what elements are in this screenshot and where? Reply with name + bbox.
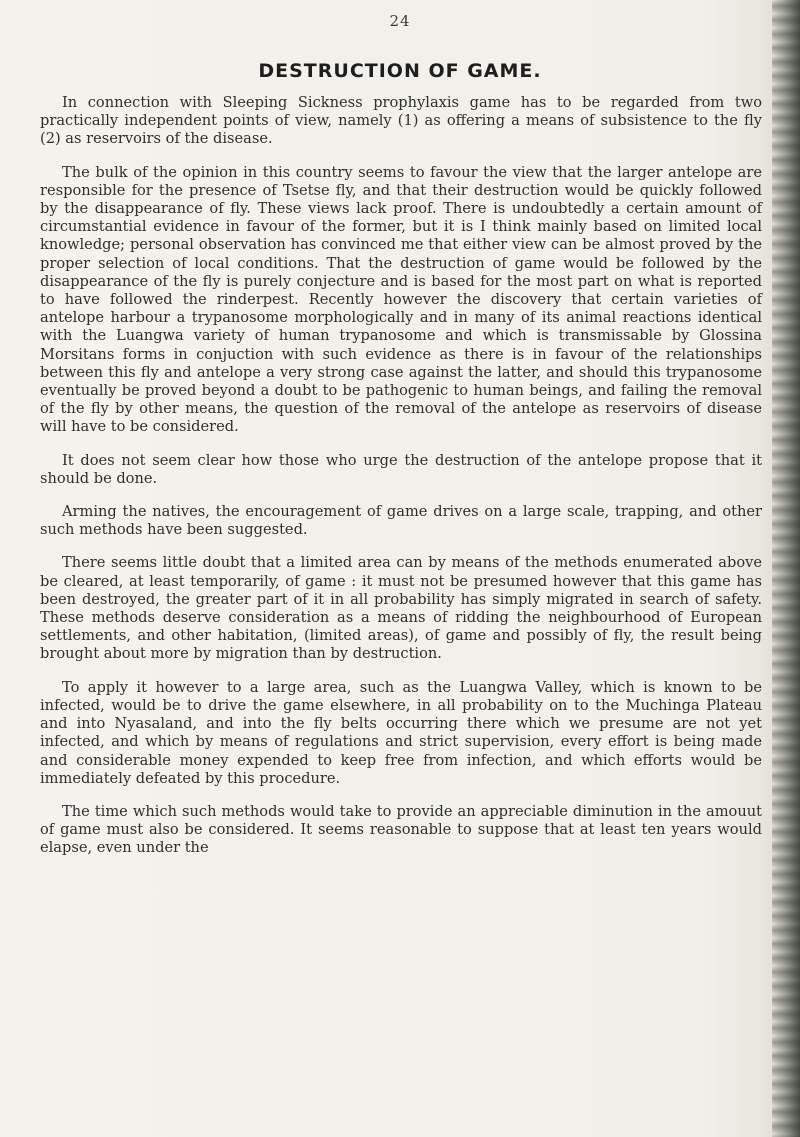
paragraph-6: To apply it however to a large area, such as the Luangwa Valley, which is known to be infected, would be to drive the game elsewhere, in all probability on to the Muchinga Plateau and into Nyasaland, and into the fly belts occurring there which we presume are not yet infected, and which by means of regulations and strict supervision, every effort is being made and considerable money expended to keep free from infection, and which efforts would be immediately defeated by this procedure. bbox=[40, 678, 762, 787]
paragraph-2: The bulk of the opinion in this country seems to favour the view that the larger antelope are responsible for the presence of Tsetse fly, and that their destruction would be quickly followed by the disappearance of fly. These views lack proof. There is undoubtedly a certain amount of circumstantial evidence in favour of the former, but it is I think mainly based on limited local knowledge; personal observation has convinced me that either view can be almost proved by the proper selection of local conditions. That the destruction of game would be followed by the disappearance of the fly is purely conjecture and is based for the most part on what is reported to have followed the rinderpest. Recently however the discovery that certain varieties of antelope harbour a trypanosome morphologically and in many of its animal reactions identical with the Luangwa variety of human trypanosome and which is transmissable by Glossina Morsitans forms in conjuction with such evidence as there is in favour of the relationships between this fly and antelope a very strong case against the latter, and should this trypanosome eventually be proved beyond a doubt to be pathogenic to human beings, and failing the removal of the fly by other means, the question of the removal of the antelope as reservoirs of disease will have to be considered. bbox=[40, 163, 762, 436]
paragraph-7: The time which such methods would take to provide an appreciable diminution in the amouut of game must also be considered. It seems reasonable to suppose that at least ten years would elapse, even under the bbox=[40, 802, 762, 857]
paragraph-1: In connection with Sleeping Sickness prophylaxis game has to be regarded from two practically independent points of view, namely (1) as offering a means of subsistence to the fly (2) as reservoirs of the disease. bbox=[40, 94, 762, 148]
paragraph-4: Arming the natives, the encouragement of game drives on a large scale, trapping, and other such methods have been suggested. bbox=[40, 503, 762, 539]
paragraph-5: There seems little doubt that a limited area can by means of the methods enumerated above be cleared, at least temporarily, of game : it must not be presumed however that this game has been destroyed, the greater part of it in all probability has simply migrated in search of safety. These methods deserve consideration as a means of ridding the neighbourhood of European settlements, and other habitation, (limited areas), of game and possibly of fly, the result being brought about more by migration than by destruction. bbox=[40, 554, 762, 663]
paragraph-3: It does not seem clear how those who urge the destruction of the antelope propose that it should be done. bbox=[40, 451, 762, 487]
body-text bbox=[40, 94, 762, 873]
page-number: 24 bbox=[389, 12, 411, 30]
page-binding-edge bbox=[772, 0, 800, 1137]
section-title: DESTRUCTION OF GAME. bbox=[258, 60, 542, 82]
